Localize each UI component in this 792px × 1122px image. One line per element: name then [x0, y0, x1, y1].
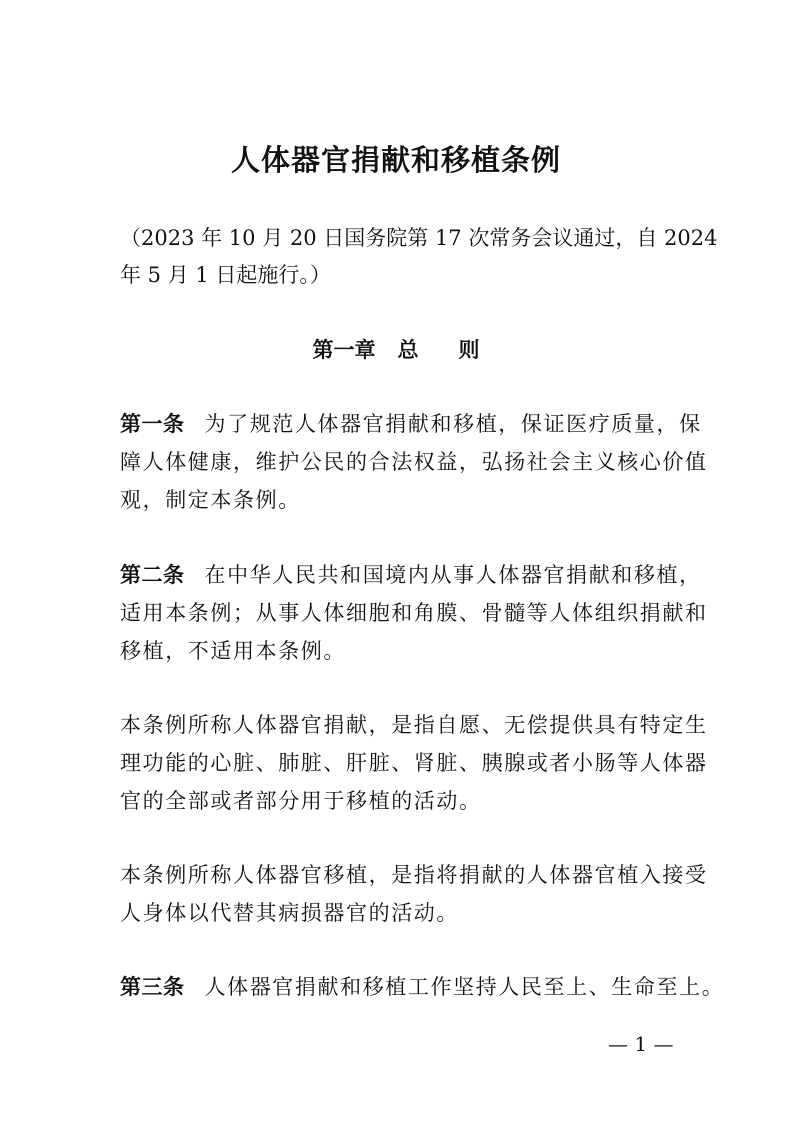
- paragraph-transplant-line-1: 本条例所称人体器官移植，是指将捐献的人体器官植入接受: [120, 863, 708, 887]
- page-number: — 1 —: [608, 1032, 674, 1056]
- paragraph-donation-line-1: 本条例所称人体器官捐献，是指自愿、无偿提供具有特定生: [120, 713, 708, 737]
- article-2-line-3: 移植，不适用本条例。: [120, 639, 346, 663]
- article-2-text-1: 在中华人民共和国境内从事人体器官捐献和移植，: [204, 563, 702, 587]
- article-1-line-1: [120, 407, 702, 441]
- adoption-note-line-1: （2023 年 10 月 20 日国务院第 17 次常务会议通过，自 2024: [120, 226, 718, 250]
- chapter-heading: [0, 335, 792, 365]
- article-1-line-3: 观，制定本条例。: [120, 488, 301, 512]
- paragraph-transplant-line-2: 人身体以代替其病损器官的活动。: [120, 901, 459, 925]
- article-3-label: 第三条: [120, 975, 185, 999]
- article-3-line-1: [120, 970, 725, 1004]
- article-1-label: 第一条: [120, 412, 185, 436]
- chapter-title-char-2: 则: [458, 338, 480, 362]
- article-2-line-2: 适用本条例；从事人体细胞和角膜、骨髓等人体组织捐献和: [120, 601, 708, 625]
- paragraph-donation-line-2: 理功能的心脏、肺脏、肝脏、肾脏、胰腺或者小肠等人体器: [120, 751, 708, 775]
- article-1-text-1: 为了规范人体器官捐献和移植，保证医疗质量，保: [204, 412, 702, 436]
- adoption-note-line-2: 年 5 月 1 日起施行。）: [120, 263, 331, 287]
- chapter-number: 第一章: [312, 338, 376, 362]
- article-1-line-2: 障人体健康，维护公民的合法权益，弘扬社会主义核心价值: [120, 450, 708, 474]
- paragraph-donation-line-3: 官的全部或者部分用于移植的活动。: [120, 789, 482, 813]
- article-2-label: 第二条: [120, 563, 185, 587]
- document-title: 人体器官捐献和移植条例: [230, 143, 561, 177]
- article-2-line-1: [120, 558, 702, 592]
- chapter-title-char-1: 总: [397, 338, 419, 362]
- article-3-text-1: 人体器官捐献和移植工作坚持人民至上、生命至上。: [204, 975, 725, 999]
